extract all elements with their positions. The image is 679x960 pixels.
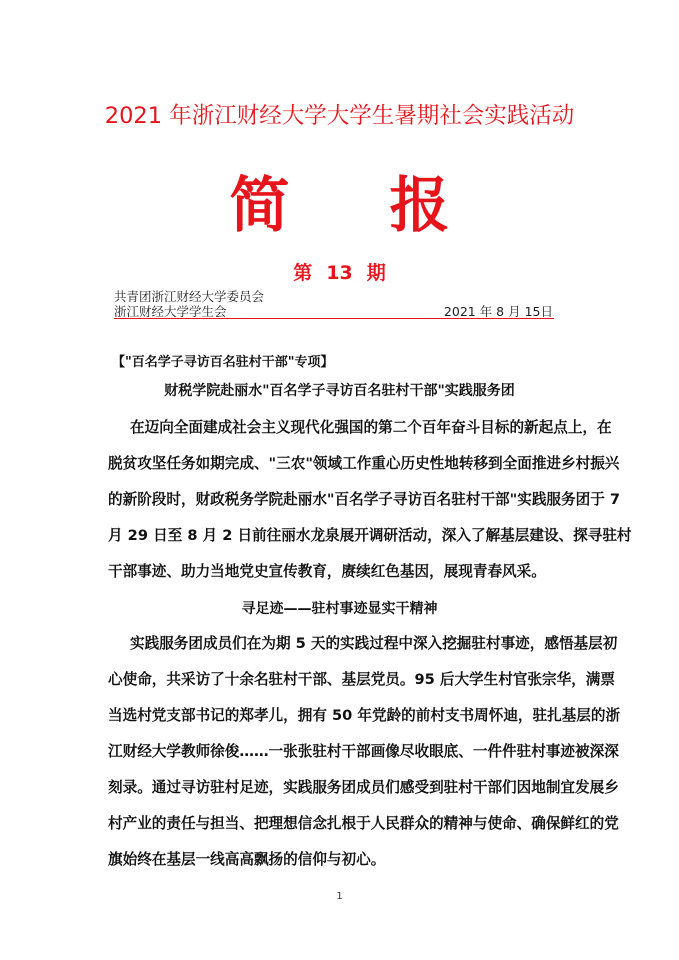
page-number: 1 [336,891,343,902]
bulletin-title-char-1: 简 [229,171,290,241]
paragraph-1-line: 的新阶段时，财政税务学院赴丽水"百名学子寻访百名驻村干部"实践服务团于 7 [108,491,621,508]
event-title: 2021 年浙江财经大学大学生暑期社会实践活动 [104,103,575,129]
article-headline: 财税学院赴丽水"百名学子寻访百名驻村干部"实践服务团 [164,383,515,399]
paragraph-1-line: 在迈向全面建成社会主义现代化强国的第二个百年奋斗目标的新起点上，在 [130,419,612,436]
section-tag: 【"百名学子寻访百名驻村干部"专项】 [112,355,334,370]
publisher-org-1: 共青团浙江财经大学委员会 [114,289,265,304]
paragraph-2-line: 江财经大学教师徐俊……一张张驻村干部画像尽收眼底、一件件驻村事迹被深深 [108,743,619,760]
paragraph-2-line: 旗始终在基层一线高高飘扬的信仰与初心。 [108,851,386,868]
paragraph-1-line: 干部事迹、助力当地党史宣传教育，赓续红色基因，展现青春风采。 [108,563,546,580]
paragraph-2-line: 刻录。通过寻访驻村足迹，实践服务团成员们感受到驻村干部们因地制宜发展乡 [108,779,619,796]
paragraph-2-line: 实践服务团成员们在为期 5 天的实践过程中深入挖掘驻村事迹，感悟基层初 [130,635,618,652]
paragraph-1-line: 月 29 日至 8 月 2 日前往丽水龙泉展开调研活动，深入了解基层建设、探寻驻村 [108,527,632,544]
issue-number-line [0,258,679,285]
paragraph-2-line: 当选村党支部书记的郑孝儿，拥有 50 年党龄的前村支书周怀迪，驻扎基层的浙 [108,707,621,724]
issue-prefix: 第 [293,262,313,284]
section-subheading: 寻足迹——驻村事迹显实干精神 [241,601,438,617]
bulletin-title-char-2: 报 [389,171,450,241]
paragraph-1-line: 脱贫攻坚任务如期完成、"三农"领域工作重心历史性地转移到全面推进乡村振兴 [108,455,620,472]
publish-date: 2021 年 8 月 15日 [443,304,553,319]
bulletin-title [0,170,679,242]
paragraph-2-line: 村产业的责任与担当、把理想信念扎根于人民群众的精神与使命、确保鲜红的党 [108,815,619,832]
header-divider [114,318,554,319]
issue-number: 13 [326,262,353,284]
publisher-org-2: 浙江财经大学学生会 [114,304,227,319]
issue-suffix: 期 [366,262,386,284]
paragraph-2-line: 心使命，共采访了十余名驻村干部、基层党员。95 后大学生村官张宗华，满票 [108,671,615,688]
